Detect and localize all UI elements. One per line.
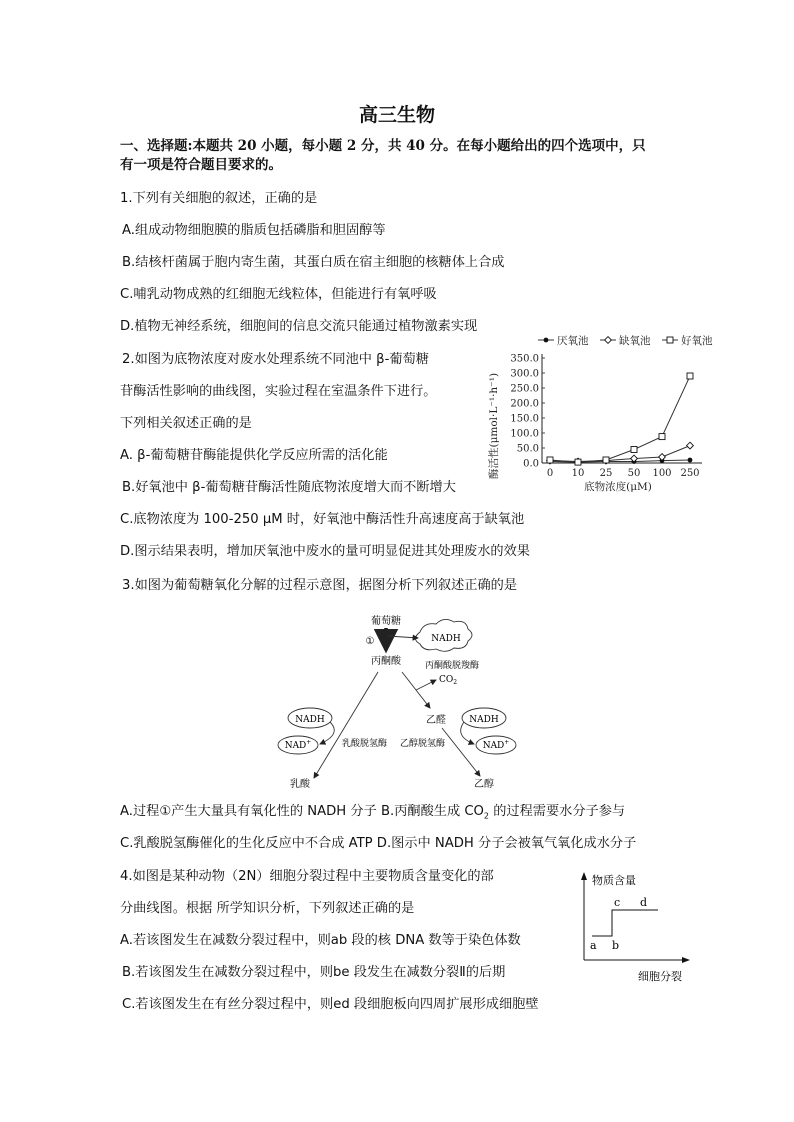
series-0-point: [688, 458, 693, 463]
decarboxylase-label: 丙酮酸脱羧酶: [425, 661, 480, 671]
legend-marker-0: [544, 338, 549, 343]
nadh-right-label: NADH: [469, 715, 499, 725]
graph-point-b: b: [612, 939, 620, 952]
nadh-top-label: NADH: [431, 634, 461, 644]
q4-stem-line1: 4.如图是某种动物（2N）细胞分裂过程中主要物质含量变化的部: [120, 869, 494, 884]
q2-option-d: D.图示结果表明，增加厌氧池中废水的量可明显促进其处理废水的效果: [120, 544, 530, 559]
chart-y-tick-label: 0.0: [523, 458, 539, 470]
q4-stem-line2: 分曲线图。根据 所学知识分析，下列叙述正确的是: [120, 901, 415, 916]
series-2-point: [687, 373, 693, 379]
legend-marker-2: [667, 337, 673, 343]
nad-right-label: NAD+: [482, 739, 510, 751]
q2-option-c: C.底物浓度为 100-250 μM 时，好氧池中酶活性升高速度高于缺氧池: [120, 512, 525, 527]
series-1-point: [659, 454, 666, 461]
series-2-point: [631, 447, 637, 453]
section-heading-line2: 有一项是符合题目要求的。: [120, 157, 282, 173]
nadh-left-label: NADH: [295, 715, 325, 725]
chart-y-label: 酶活性(μmol·L⁻¹·h⁻¹): [488, 372, 500, 480]
q2-stem-line3: 下列相关叙述正确的是: [120, 416, 252, 431]
chart-x-tick-label: 10: [571, 468, 585, 479]
q2-stem-line2: 苷酶活性影响的曲线图，实验过程在室温条件下进行。: [120, 384, 437, 399]
graph-y-label: 物质含量: [592, 874, 636, 887]
graph-point-a: a: [590, 939, 597, 952]
series-line-2: [550, 376, 690, 462]
chart-y-tick-label: 250.0: [510, 383, 539, 395]
glucose-oxidation-diagram: [270, 612, 518, 792]
pyruvate-label: 丙酮酸: [371, 656, 401, 667]
nadh-arrow-top: [388, 636, 418, 638]
q3-options-ab: A.过程①产生大量具有氧化性的 NADH 分子 B.丙酮酸生成 $CO_2$ 的过程需要水分子参与: [120, 804, 626, 821]
chart-marks: [547, 373, 694, 465]
chart-y-tick-label: 50.0: [516, 443, 539, 455]
series-line-1: [550, 446, 690, 462]
legend-label-0: 厌氧池: [557, 335, 589, 347]
q4-option-c: C.若该图发生在有丝分裂过程中，则ed 段细胞板向四周扩展形成细胞壁: [122, 997, 539, 1012]
lactate-label: 乳酸: [290, 779, 310, 790]
page-title: 高三生物: [358, 104, 435, 126]
chart-y-tick-label: 300.0: [510, 368, 539, 380]
chart-x-tick-label: 0: [546, 468, 554, 479]
graph-x-label: 细胞分裂: [638, 970, 682, 983]
series-2-point: [547, 457, 553, 463]
co2-label: $CO_2$: [439, 675, 458, 686]
graph-curve: [592, 910, 658, 936]
co2-release-line: [416, 680, 436, 690]
chart-y-tick-label: 100.0: [510, 428, 539, 440]
chart-y-tick-label: 200.0: [510, 398, 539, 410]
chart-x-tick-label: 50: [627, 468, 641, 479]
chart-y-tick-label: 150.0: [510, 413, 539, 425]
legend-marker-1: [605, 337, 612, 344]
step-1-label: ①: [365, 636, 375, 647]
q1-option-c: C.哺乳动物成熟的红细胞无线粒体，但能进行有氧呼吸: [120, 287, 437, 302]
graph-point-c: c: [614, 896, 621, 909]
section-heading-line1: 一、选择题:本题共 20 小题，每小题 2 分，共 40 分。在每小题给出的四个选项中，只: [120, 138, 646, 154]
q1-stem: 1.下列有关细胞的叙述，正确的是: [120, 191, 318, 206]
ldh-label: 乳酸脱氢酶: [342, 739, 388, 749]
chart-x-tick-label: 100: [652, 468, 672, 479]
q1-option-a: A.组成动物细胞膜的脂质包括磷脂和胆固醇等: [122, 223, 386, 238]
nad-left-label: NAD+: [284, 739, 312, 751]
series-2-point: [575, 459, 581, 465]
series-1-point: [631, 455, 638, 462]
adh-label: 乙醇脱氢酶: [400, 739, 446, 749]
ethanol-label: 乙醇: [474, 779, 494, 790]
glucose-label: 葡萄糖: [371, 616, 401, 627]
chart-legend: [538, 334, 713, 347]
chart-x-tick-label: 250: [680, 468, 700, 479]
chart-x-tick-label: 25: [599, 468, 613, 479]
q4-option-b: B.若该图发生在减数分裂过程中，则be 段发生在减数分裂Ⅱ的后期: [122, 965, 506, 980]
legend-label-1: 缺氧池: [619, 335, 651, 347]
q3-options-cd: C.乳酸脱氢酶催化的生化反应中不合成 ATP D.图示中 NADH 分子会被氧气氧化成水分子: [120, 836, 637, 851]
series-2-point: [603, 457, 609, 463]
ethanal-to-ethanol-arrow: [442, 728, 480, 776]
q3-stem: 3.如图为葡萄糖氧化分解的过程示意图，据图分析下列叙述正确的是: [122, 578, 518, 593]
graph-point-d: d: [640, 896, 648, 909]
q2-stem-line1: 2.如图为底物浓度对废水处理系统不同池中 β-葡萄糖: [122, 352, 429, 367]
chart-x-label: 底物浓度(μM): [584, 481, 652, 493]
legend-label-2: 好氧池: [681, 335, 713, 347]
series-2-point: [659, 434, 665, 440]
q1-option-b: B.结核杆菌属于胞内寄生菌，其蛋白质在宿主细胞的核糖体上合成: [122, 255, 505, 270]
enzyme-activity-chart: [486, 328, 722, 496]
q2-option-a: A. β-葡萄糖苷酶能提供化学反应所需的活化能: [120, 448, 388, 463]
q1-option-d: D.植物无神经系统，细胞间的信息交流只能通过植物激素实现: [120, 319, 478, 334]
substance-content-graph: [566, 866, 696, 986]
q2-option-b: B.好氧池中 β-葡萄糖苷酶活性随底物浓度增大而不断增大: [122, 480, 456, 495]
chart-y-tick-label: 350.0: [510, 353, 539, 365]
series-1-point: [687, 442, 694, 449]
q4-option-a: A.若该图发生在减数分裂过程中，则ab 段的核 DNA 数等于染色体数: [120, 933, 521, 948]
ethanal-label: 乙醛: [426, 715, 446, 726]
